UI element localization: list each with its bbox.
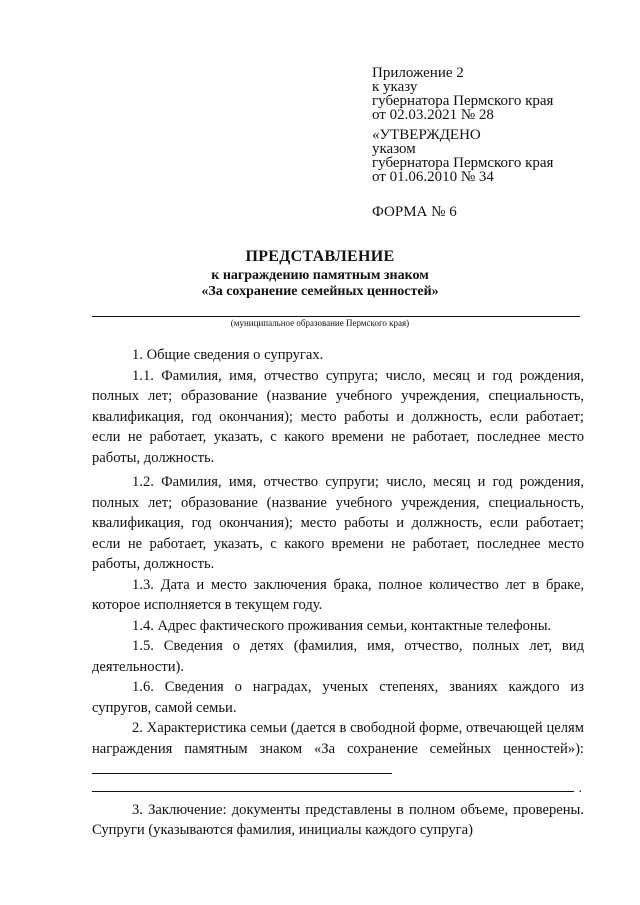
appendix-governor: губернатора Пермского края xyxy=(372,93,554,109)
section-1: 1. Общие сведения о супругах. xyxy=(132,347,324,363)
approved-label: «УТВЕРЖДЕНО xyxy=(372,127,481,143)
section-3: 3. Заключение: документы представлены в полном объеме, проверены. Супруги (указываются фамилия, инициалы каждого супруга) xyxy=(92,801,584,838)
section-1-4: 1.4. Адрес фактического проживания семьи, контактные телефоны. xyxy=(132,617,552,634)
section-1-1: 1.1. Фамилия, имя, отчество супруга; число, месяц и год рождения, полных лет; образование (название учебного учреждения, специальность, квалификация, год окончания); место работы и должность, если работает; если не работает, указать, с какого времени не работает, последнее место работы, должность. xyxy=(92,367,584,466)
appendix-block xyxy=(372,66,612,122)
characteristic-fill-line-2[interactable] xyxy=(92,780,582,796)
characteristic-fill-line[interactable] xyxy=(92,759,392,774)
line-end-dot: . xyxy=(578,780,582,796)
section-1-3: 1.3. Дата и место заключения брака, полное количество лет в браке, которое исполняется в текущем году. xyxy=(92,576,584,613)
municipality-caption: (муниципальное образование Пермского края) xyxy=(230,318,410,328)
appendix-date: от 02.03.2021 № 28 xyxy=(372,107,494,123)
section-2 xyxy=(92,718,584,781)
appendix-label: Приложение 2 xyxy=(372,65,464,81)
document-title: ПРЕДСТАВЛЕНИЕ xyxy=(245,248,395,265)
municipality-fill-line[interactable] xyxy=(92,316,580,317)
approved-governor: губернатора Пермского края xyxy=(372,155,554,171)
approved-by-decree: указом xyxy=(372,141,416,157)
document-subtitle-1: к награждению памятным знаком xyxy=(211,268,429,283)
form-number: ФОРМА № 6 xyxy=(372,204,457,220)
document-subtitle-2: «За сохранение семейных ценностей» xyxy=(201,284,439,299)
section-1-5: 1.5. Сведения о детях (фамилия, имя, отчество, полных лет, вид деятельности). xyxy=(92,638,584,675)
approved-date: от 01.06.2010 № 34 xyxy=(372,169,494,185)
section-1-2: 1.2. Фамилия, имя, отчество супруги; число, месяц и год рождения, полных лет; образование (название учебного учреждения, специальность, квалификация, год окончания); место работы и должность, если работает; если не работает, указать, с какого времени не работает, последнее место работы, должность. xyxy=(92,474,584,572)
approved-block xyxy=(372,128,612,184)
appendix-to-decree: к указу xyxy=(372,79,418,95)
section-2-text: 2. Характеристика семьи (дается в свободной форме, отвечающей целям награждения памятным знаком «За сохранение семейных ценностей»): xyxy=(92,720,584,757)
document-body xyxy=(92,345,584,841)
section-1-6: 1.6. Сведения о наградах, ученых степенях, званиях каждого из супругов, самой семьи. xyxy=(92,679,584,716)
